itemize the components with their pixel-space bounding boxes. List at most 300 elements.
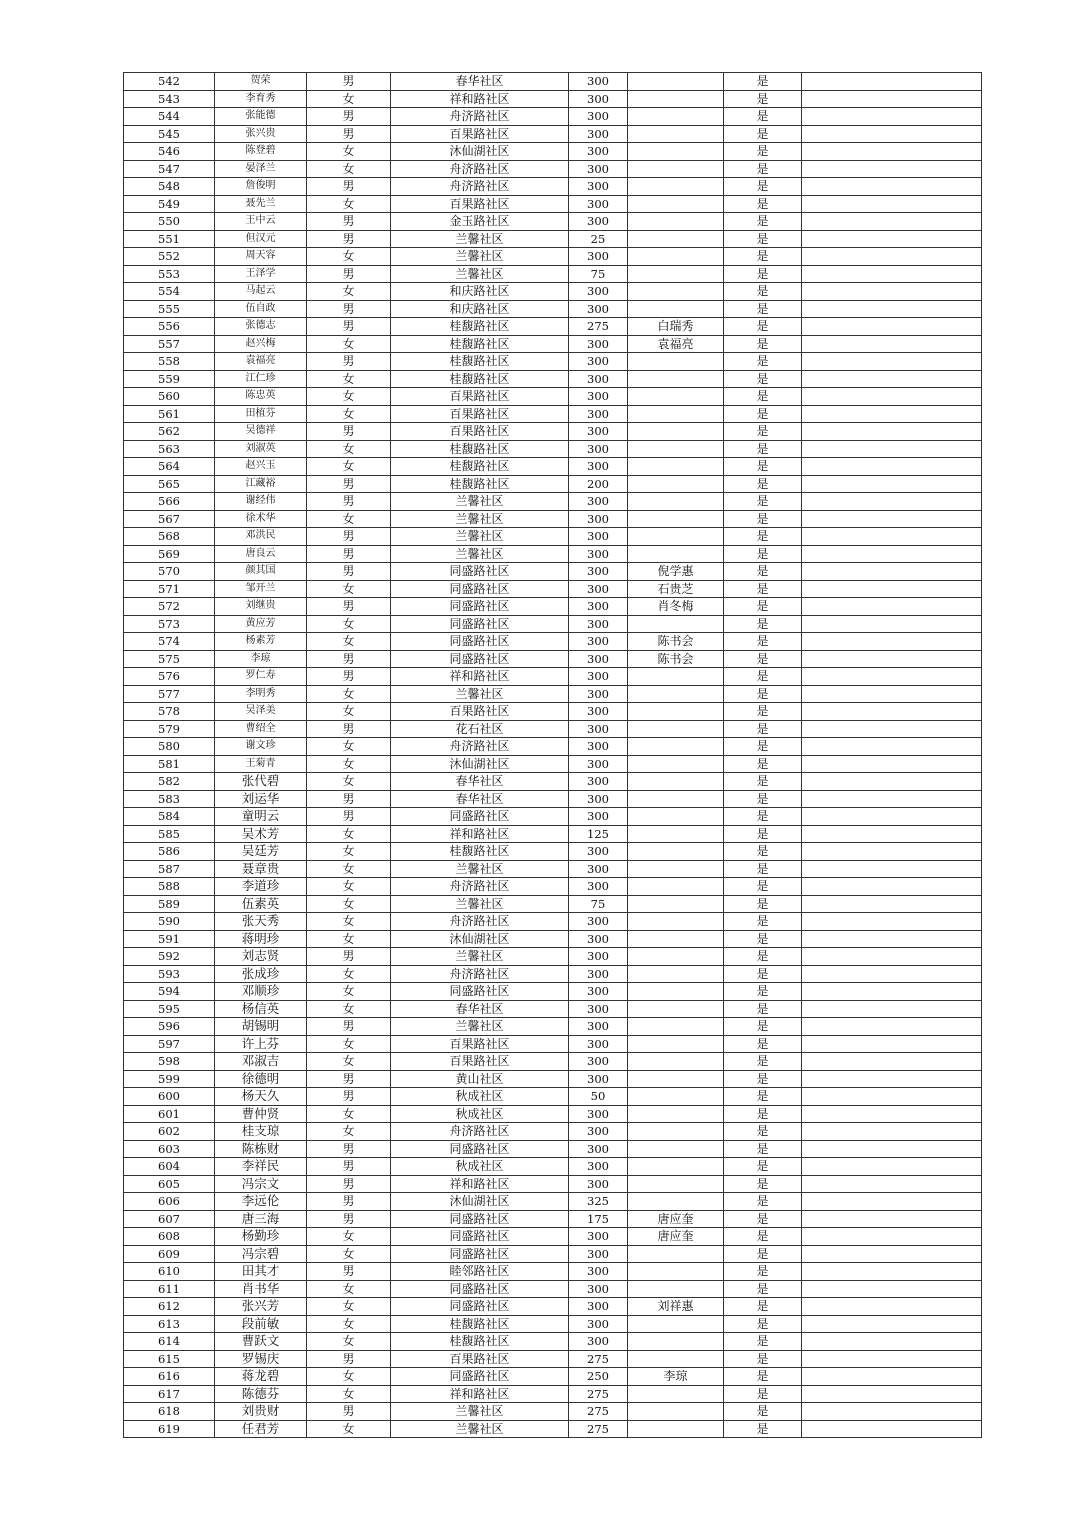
amount-cell: 300	[569, 388, 628, 406]
serial-number-cell: 550	[124, 213, 215, 231]
status-cell: 是	[724, 1088, 802, 1106]
table-row	[124, 895, 982, 913]
amount-cell: 50	[569, 1088, 628, 1106]
table-row	[124, 405, 982, 423]
serial-number-cell: 573	[124, 615, 215, 633]
serial-number-cell: 567	[124, 510, 215, 528]
gender-cell: 女	[307, 1315, 391, 1333]
amount-cell: 300	[569, 1140, 628, 1158]
remarks-cell	[802, 510, 982, 528]
community-cell: 桂馥路社区	[391, 1315, 569, 1333]
serial-number-cell: 571	[124, 580, 215, 598]
serial-number-cell: 584	[124, 808, 215, 826]
table-row	[124, 178, 982, 196]
related-person-cell	[628, 1350, 724, 1368]
remarks-cell	[802, 143, 982, 161]
serial-number-cell: 579	[124, 720, 215, 738]
amount-cell: 300	[569, 493, 628, 511]
table-row	[124, 353, 982, 371]
table-row	[124, 773, 982, 791]
related-person-cell	[628, 773, 724, 791]
community-cell: 兰馨社区	[391, 895, 569, 913]
name-cell: 伍素英	[215, 895, 307, 913]
name-cell: 谢经伟	[215, 493, 307, 511]
gender-cell: 女	[307, 283, 391, 301]
table-row	[124, 528, 982, 546]
gender-cell: 女	[307, 1105, 391, 1123]
name-cell: 江藏裕	[215, 475, 307, 493]
status-cell: 是	[724, 965, 802, 983]
table-row	[124, 545, 982, 563]
name-cell: 张代碧	[215, 773, 307, 791]
related-person-cell	[628, 528, 724, 546]
table-row	[124, 790, 982, 808]
gender-cell: 男	[307, 125, 391, 143]
amount-cell: 300	[569, 650, 628, 668]
serial-number-cell: 588	[124, 878, 215, 896]
community-cell: 兰馨社区	[391, 860, 569, 878]
gender-cell: 男	[307, 475, 391, 493]
related-person-cell: 肖冬梅	[628, 598, 724, 616]
amount-cell: 300	[569, 528, 628, 546]
table-row	[124, 1140, 982, 1158]
amount-cell: 300	[569, 685, 628, 703]
status-cell: 是	[724, 808, 802, 826]
community-cell: 金玉路社区	[391, 213, 569, 231]
serial-number-cell: 564	[124, 458, 215, 476]
table-row	[124, 1105, 982, 1123]
status-cell: 是	[724, 773, 802, 791]
serial-number-cell: 577	[124, 685, 215, 703]
status-cell: 是	[724, 265, 802, 283]
name-cell: 张能德	[215, 108, 307, 126]
status-cell: 是	[724, 913, 802, 931]
gender-cell: 女	[307, 703, 391, 721]
serial-number-cell: 572	[124, 598, 215, 616]
table-row	[124, 738, 982, 756]
status-cell: 是	[724, 90, 802, 108]
community-cell: 沐仙湖社区	[391, 755, 569, 773]
community-cell: 百果路社区	[391, 1035, 569, 1053]
amount-cell: 300	[569, 213, 628, 231]
community-cell: 兰馨社区	[391, 493, 569, 511]
community-cell: 同盛路社区	[391, 580, 569, 598]
related-person-cell	[628, 895, 724, 913]
status-cell: 是	[724, 668, 802, 686]
remarks-cell	[802, 755, 982, 773]
gender-cell: 男	[307, 178, 391, 196]
amount-cell: 300	[569, 1333, 628, 1351]
related-person-cell	[628, 475, 724, 493]
gender-cell: 男	[307, 213, 391, 231]
gender-cell: 男	[307, 668, 391, 686]
serial-number-cell: 615	[124, 1350, 215, 1368]
related-person-cell	[628, 248, 724, 266]
name-cell: 晏泽兰	[215, 160, 307, 178]
related-person-cell	[628, 108, 724, 126]
table-row	[124, 720, 982, 738]
table-row	[124, 615, 982, 633]
related-person-cell	[628, 143, 724, 161]
gender-cell: 男	[307, 108, 391, 126]
status-cell: 是	[724, 195, 802, 213]
remarks-cell	[802, 1263, 982, 1281]
table-row	[124, 440, 982, 458]
community-cell: 春华社区	[391, 773, 569, 791]
gender-cell: 男	[307, 650, 391, 668]
amount-cell: 300	[569, 738, 628, 756]
name-cell: 李道珍	[215, 878, 307, 896]
serial-number-cell: 578	[124, 703, 215, 721]
gender-cell: 女	[307, 1245, 391, 1263]
amount-cell: 300	[569, 1280, 628, 1298]
serial-number-cell: 580	[124, 738, 215, 756]
name-cell: 吴术芳	[215, 825, 307, 843]
remarks-cell	[802, 1350, 982, 1368]
gender-cell: 女	[307, 773, 391, 791]
community-cell: 舟济路社区	[391, 1123, 569, 1141]
table-row	[124, 563, 982, 581]
remarks-cell	[802, 913, 982, 931]
gender-cell: 女	[307, 1053, 391, 1071]
name-cell: 刘淑英	[215, 440, 307, 458]
related-person-cell	[628, 458, 724, 476]
serial-number-cell: 555	[124, 300, 215, 318]
name-cell: 吴德祥	[215, 423, 307, 441]
name-cell: 王中云	[215, 213, 307, 231]
remarks-cell	[802, 283, 982, 301]
gender-cell: 女	[307, 458, 391, 476]
related-person-cell	[628, 755, 724, 773]
name-cell: 蒋明珍	[215, 930, 307, 948]
name-cell: 冯宗文	[215, 1175, 307, 1193]
status-cell: 是	[724, 825, 802, 843]
related-person-cell	[628, 353, 724, 371]
table-row	[124, 843, 982, 861]
community-cell: 桂馥路社区	[391, 440, 569, 458]
status-cell: 是	[724, 1228, 802, 1246]
related-person-cell	[628, 545, 724, 563]
gender-cell: 女	[307, 615, 391, 633]
table-row	[124, 685, 982, 703]
amount-cell: 300	[569, 598, 628, 616]
remarks-cell	[802, 1245, 982, 1263]
gender-cell: 女	[307, 248, 391, 266]
status-cell: 是	[724, 685, 802, 703]
gender-cell: 男	[307, 545, 391, 563]
table-row	[124, 1175, 982, 1193]
gender-cell: 女	[307, 843, 391, 861]
community-cell: 祥和路社区	[391, 1175, 569, 1193]
community-cell: 舟济路社区	[391, 738, 569, 756]
community-cell: 舟济路社区	[391, 878, 569, 896]
name-cell: 伍自政	[215, 300, 307, 318]
name-cell: 罗锡庆	[215, 1350, 307, 1368]
gender-cell: 男	[307, 1140, 391, 1158]
amount-cell: 300	[569, 108, 628, 126]
community-cell: 桂馥路社区	[391, 335, 569, 353]
remarks-cell	[802, 685, 982, 703]
status-cell: 是	[724, 843, 802, 861]
status-cell: 是	[724, 1350, 802, 1368]
related-person-cell	[628, 843, 724, 861]
serial-number-cell: 617	[124, 1385, 215, 1403]
serial-number-cell: 552	[124, 248, 215, 266]
name-cell: 杨天久	[215, 1088, 307, 1106]
remarks-cell	[802, 335, 982, 353]
gender-cell: 男	[307, 300, 391, 318]
related-person-cell	[628, 878, 724, 896]
remarks-cell	[802, 1175, 982, 1193]
community-cell: 兰馨社区	[391, 265, 569, 283]
table-row	[124, 1263, 982, 1281]
remarks-cell	[802, 983, 982, 1001]
table-row	[124, 335, 982, 353]
amount-cell: 250	[569, 1368, 628, 1386]
table-row	[124, 965, 982, 983]
gender-cell: 男	[307, 948, 391, 966]
table-row	[124, 370, 982, 388]
related-person-cell	[628, 1193, 724, 1211]
related-person-cell	[628, 388, 724, 406]
amount-cell: 300	[569, 563, 628, 581]
table-row	[124, 1000, 982, 1018]
community-cell: 沐仙湖社区	[391, 930, 569, 948]
name-cell: 徐术华	[215, 510, 307, 528]
community-cell: 和庆路社区	[391, 283, 569, 301]
gender-cell: 女	[307, 1123, 391, 1141]
related-person-cell: 唐应奎	[628, 1210, 724, 1228]
amount-cell: 300	[569, 1158, 628, 1176]
serial-number-cell: 600	[124, 1088, 215, 1106]
related-person-cell	[628, 1158, 724, 1176]
serial-number-cell: 614	[124, 1333, 215, 1351]
serial-number-cell: 547	[124, 160, 215, 178]
name-cell: 张德志	[215, 318, 307, 336]
gender-cell: 男	[307, 1175, 391, 1193]
name-cell: 江仁珍	[215, 370, 307, 388]
serial-number-cell: 570	[124, 563, 215, 581]
status-cell: 是	[724, 125, 802, 143]
status-cell: 是	[724, 388, 802, 406]
gender-cell: 男	[307, 1193, 391, 1211]
table-row	[124, 1088, 982, 1106]
amount-cell: 300	[569, 440, 628, 458]
related-person-cell	[628, 685, 724, 703]
remarks-cell	[802, 738, 982, 756]
amount-cell: 300	[569, 143, 628, 161]
remarks-cell	[802, 300, 982, 318]
related-person-cell	[628, 965, 724, 983]
amount-cell: 75	[569, 895, 628, 913]
amount-cell: 300	[569, 1298, 628, 1316]
status-cell: 是	[724, 1105, 802, 1123]
related-person-cell	[628, 1018, 724, 1036]
serial-number-cell: 605	[124, 1175, 215, 1193]
serial-number-cell: 563	[124, 440, 215, 458]
remarks-cell	[802, 1403, 982, 1421]
community-cell: 百果路社区	[391, 125, 569, 143]
community-cell: 百果路社区	[391, 423, 569, 441]
name-cell: 田其才	[215, 1263, 307, 1281]
remarks-cell	[802, 668, 982, 686]
name-cell: 许上芬	[215, 1035, 307, 1053]
status-cell: 是	[724, 230, 802, 248]
amount-cell: 300	[569, 90, 628, 108]
gender-cell: 女	[307, 755, 391, 773]
serial-number-cell: 585	[124, 825, 215, 843]
table-body	[124, 73, 982, 1438]
status-cell: 是	[724, 1245, 802, 1263]
gender-cell: 女	[307, 143, 391, 161]
community-cell: 同盛路社区	[391, 598, 569, 616]
name-cell: 吴泽美	[215, 703, 307, 721]
name-cell: 刘志贤	[215, 948, 307, 966]
remarks-cell	[802, 860, 982, 878]
table-row	[124, 1403, 982, 1421]
related-person-cell	[628, 983, 724, 1001]
community-cell: 兰馨社区	[391, 248, 569, 266]
status-cell: 是	[724, 73, 802, 91]
amount-cell: 300	[569, 283, 628, 301]
serial-number-cell: 558	[124, 353, 215, 371]
remarks-cell	[802, 353, 982, 371]
amount-cell: 300	[569, 1000, 628, 1018]
community-cell: 黄山社区	[391, 1070, 569, 1088]
table-row	[124, 808, 982, 826]
serial-number-cell: 545	[124, 125, 215, 143]
name-cell: 田植芬	[215, 405, 307, 423]
related-person-cell	[628, 283, 724, 301]
remarks-cell	[802, 580, 982, 598]
serial-number-cell: 557	[124, 335, 215, 353]
table-row	[124, 1053, 982, 1071]
gender-cell: 女	[307, 930, 391, 948]
status-cell: 是	[724, 1140, 802, 1158]
serial-number-cell: 608	[124, 1228, 215, 1246]
name-cell: 邓淑吉	[215, 1053, 307, 1071]
related-person-cell	[628, 860, 724, 878]
table-row	[124, 1210, 982, 1228]
gender-cell: 男	[307, 1403, 391, 1421]
community-cell: 同盛路社区	[391, 1368, 569, 1386]
serial-number-cell: 551	[124, 230, 215, 248]
status-cell: 是	[724, 1403, 802, 1421]
gender-cell: 女	[307, 90, 391, 108]
amount-cell: 300	[569, 405, 628, 423]
remarks-cell	[802, 440, 982, 458]
table-row	[124, 633, 982, 651]
gender-cell: 女	[307, 580, 391, 598]
remarks-cell	[802, 1280, 982, 1298]
community-cell: 舟济路社区	[391, 178, 569, 196]
gender-cell: 男	[307, 1088, 391, 1106]
related-person-cell	[628, 265, 724, 283]
gender-cell: 男	[307, 265, 391, 283]
amount-cell: 300	[569, 930, 628, 948]
serial-number-cell: 589	[124, 895, 215, 913]
related-person-cell: 白瑞秀	[628, 318, 724, 336]
related-person-cell	[628, 668, 724, 686]
community-cell: 百果路社区	[391, 1350, 569, 1368]
status-cell: 是	[724, 895, 802, 913]
gender-cell: 男	[307, 73, 391, 91]
table-row	[124, 825, 982, 843]
status-cell: 是	[724, 440, 802, 458]
related-person-cell	[628, 125, 724, 143]
related-person-cell	[628, 300, 724, 318]
serial-number-cell: 576	[124, 668, 215, 686]
table-row	[124, 300, 982, 318]
status-cell: 是	[724, 1263, 802, 1281]
related-person-cell	[628, 1245, 724, 1263]
community-cell: 秋成社区	[391, 1088, 569, 1106]
related-person-cell	[628, 615, 724, 633]
remarks-cell	[802, 650, 982, 668]
table-row	[124, 1315, 982, 1333]
amount-cell: 300	[569, 790, 628, 808]
name-cell: 李明秀	[215, 685, 307, 703]
status-cell: 是	[724, 930, 802, 948]
serial-number-cell: 559	[124, 370, 215, 388]
amount-cell: 300	[569, 178, 628, 196]
serial-number-cell: 612	[124, 1298, 215, 1316]
community-cell: 桂馥路社区	[391, 353, 569, 371]
table-row	[124, 318, 982, 336]
amount-cell: 300	[569, 983, 628, 1001]
community-cell: 沐仙湖社区	[391, 1193, 569, 1211]
beneficiary-table-container	[123, 72, 982, 1438]
serial-number-cell: 619	[124, 1420, 215, 1438]
status-cell: 是	[724, 1193, 802, 1211]
amount-cell: 300	[569, 668, 628, 686]
amount-cell: 300	[569, 1105, 628, 1123]
status-cell: 是	[724, 353, 802, 371]
related-person-cell	[628, 405, 724, 423]
serial-number-cell: 592	[124, 948, 215, 966]
amount-cell: 300	[569, 1228, 628, 1246]
gender-cell: 女	[307, 1280, 391, 1298]
status-cell: 是	[724, 528, 802, 546]
gender-cell: 女	[307, 1385, 391, 1403]
amount-cell: 300	[569, 633, 628, 651]
name-cell: 谢文珍	[215, 738, 307, 756]
community-cell: 舟济路社区	[391, 160, 569, 178]
remarks-cell	[802, 1140, 982, 1158]
remarks-cell	[802, 388, 982, 406]
status-cell: 是	[724, 335, 802, 353]
related-person-cell	[628, 1315, 724, 1333]
amount-cell: 325	[569, 1193, 628, 1211]
related-person-cell	[628, 703, 724, 721]
amount-cell: 125	[569, 825, 628, 843]
table-row	[124, 948, 982, 966]
amount-cell: 300	[569, 755, 628, 773]
name-cell: 童明云	[215, 808, 307, 826]
amount-cell: 275	[569, 1350, 628, 1368]
amount-cell: 300	[569, 948, 628, 966]
amount-cell: 300	[569, 703, 628, 721]
related-person-cell	[628, 1420, 724, 1438]
community-cell: 春华社区	[391, 790, 569, 808]
serial-number-cell: 546	[124, 143, 215, 161]
community-cell: 舟济路社区	[391, 913, 569, 931]
amount-cell: 300	[569, 1315, 628, 1333]
related-person-cell	[628, 790, 724, 808]
remarks-cell	[802, 1123, 982, 1141]
serial-number-cell: 593	[124, 965, 215, 983]
remarks-cell	[802, 563, 982, 581]
